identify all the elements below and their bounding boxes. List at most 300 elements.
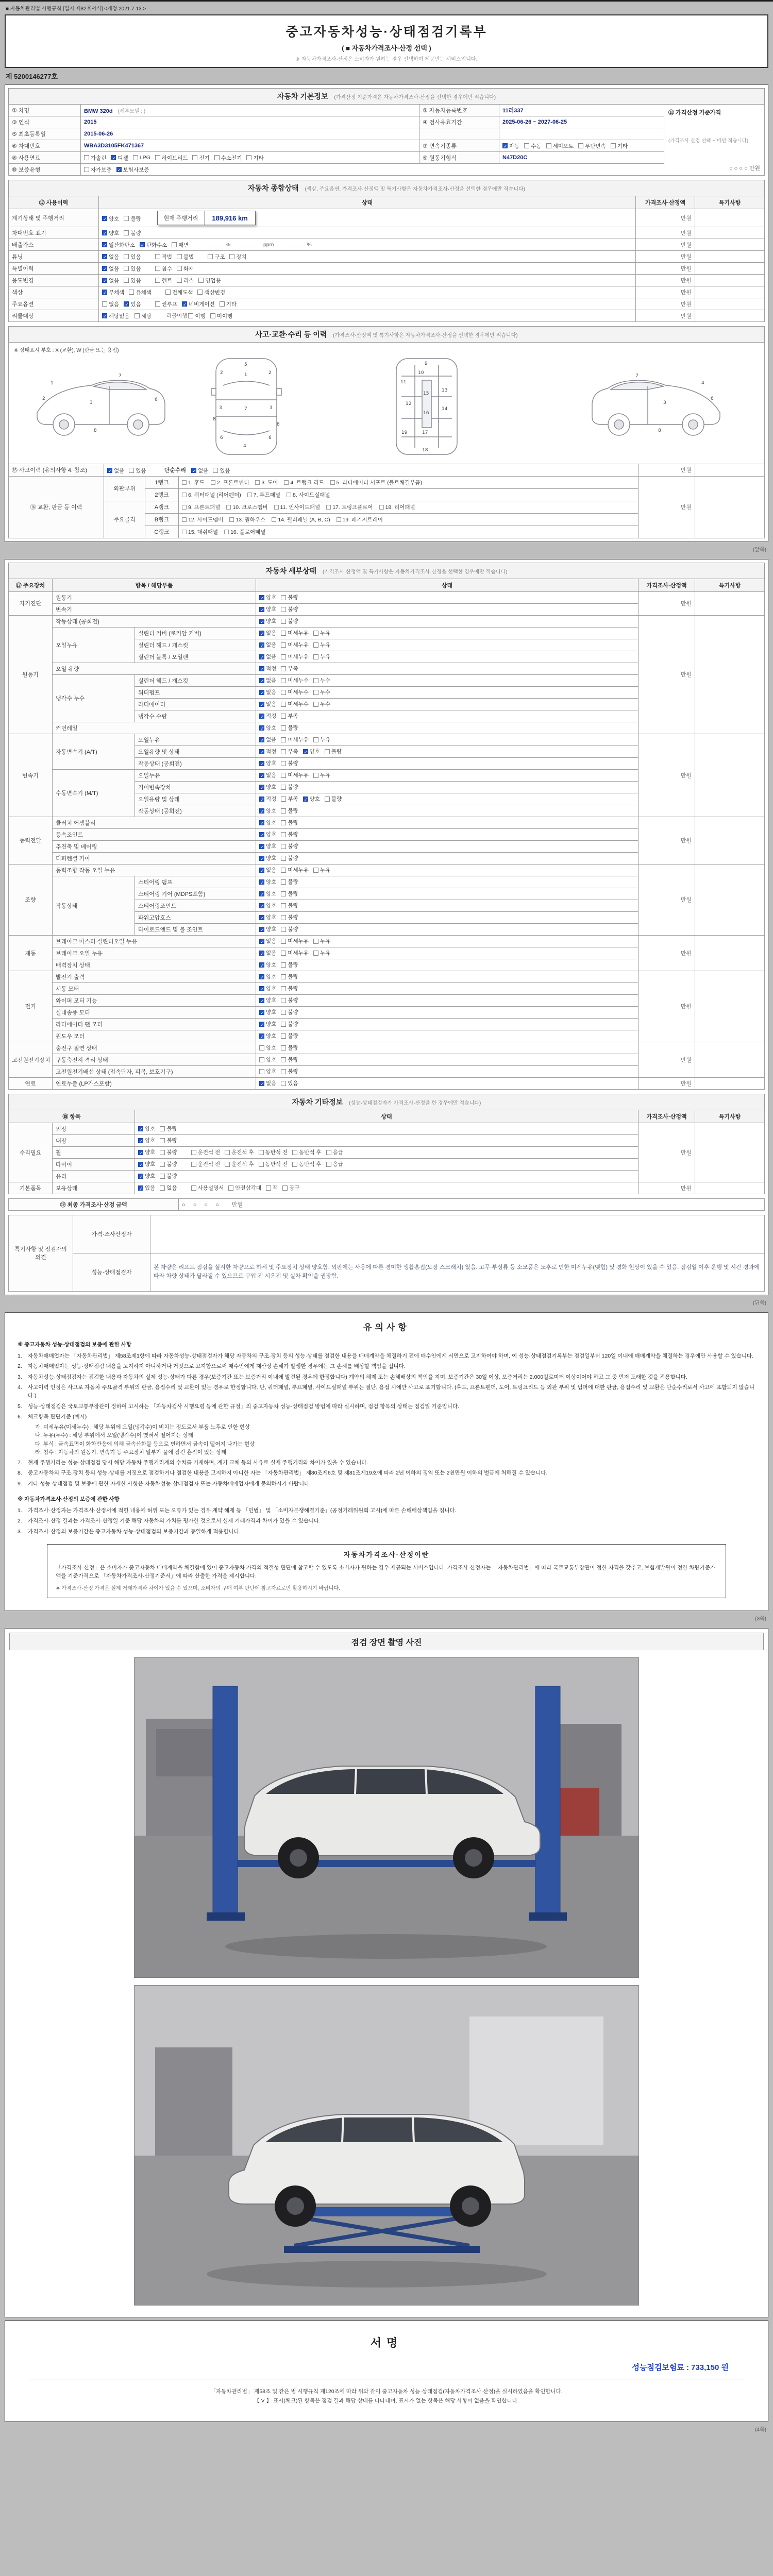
checkbox-적정[interactable] [259, 712, 276, 720]
checkbox-안전삼각대[interactable] [228, 1184, 261, 1192]
svg-text:8: 8 [213, 417, 216, 422]
checkbox-불량[interactable] [281, 819, 298, 826]
checkbox-적정[interactable] [259, 795, 276, 803]
checkbox-불량[interactable] [281, 783, 298, 791]
blank-field[interactable] [240, 241, 262, 246]
panel-item[interactable] [247, 491, 280, 499]
checkbox-색상변경[interactable] [197, 289, 225, 296]
checkbox-label: 있음 [130, 265, 141, 272]
checkbox-누유[interactable] [313, 866, 330, 874]
checkbox-box [281, 903, 286, 908]
checkbox-있음[interactable] [124, 277, 141, 284]
checkbox-없음[interactable] [259, 866, 276, 874]
svg-text:1: 1 [51, 381, 54, 386]
checkbox-없음[interactable] [259, 736, 276, 743]
checkbox-기타[interactable] [611, 142, 628, 150]
item-label: 발전기 출력 [53, 971, 256, 982]
checkbox-전체도색[interactable] [165, 289, 193, 296]
panel-item[interactable] [255, 479, 278, 486]
checkbox-양호[interactable] [259, 724, 276, 732]
checkbox-누유[interactable] [313, 736, 330, 743]
checkbox-label: 불량 [288, 606, 298, 613]
checkbox-양호[interactable] [138, 1172, 155, 1180]
panel-item-label: 5. 라디에이터 서포트 (볼트체결부품) [336, 479, 423, 486]
checkbox-적법[interactable] [155, 253, 172, 261]
checkbox-label: 불량 [288, 974, 298, 980]
checkbox-label: 양호 [266, 974, 277, 980]
checkbox-LPG[interactable] [133, 155, 150, 161]
checkbox-불량[interactable] [281, 996, 298, 1004]
item-label: 외장 [53, 1123, 135, 1134]
panel-item[interactable] [330, 479, 423, 486]
checkbox-양호[interactable] [259, 783, 276, 791]
checkbox-불량[interactable] [281, 759, 298, 767]
checkbox-누유[interactable] [313, 653, 330, 660]
checkbox-box [578, 143, 583, 148]
checkbox-box [259, 1022, 264, 1027]
checkbox-미세누유[interactable] [281, 866, 309, 874]
checkbox-label: 양호 [266, 595, 277, 601]
checkbox-label: 수동 [531, 143, 542, 149]
panel-item[interactable] [284, 479, 324, 486]
checkbox-불량[interactable] [281, 854, 298, 862]
checkbox-불량[interactable] [281, 973, 298, 980]
page-marker-fourth: (4쪽) [755, 2427, 766, 2433]
checkbox-네비게이션[interactable] [182, 300, 215, 308]
panel-item[interactable] [337, 516, 383, 523]
checkbox-불량[interactable] [160, 1137, 177, 1144]
checkbox-적정[interactable] [259, 748, 276, 755]
checkbox-label: 양호 [145, 1161, 156, 1168]
checkbox-label: 있음 [136, 467, 146, 474]
notice-subitem: 라. 침수 : 자동차의 원동기, 변속기 등 주요장치 일부가 물에 잠긴 흔적이 있는 상태 [35, 1449, 227, 1455]
checkbox-양호[interactable] [259, 759, 276, 767]
checkbox-불량[interactable] [281, 902, 298, 909]
checkbox-미세누수[interactable] [281, 676, 309, 684]
checkbox-양호[interactable] [303, 795, 320, 803]
checkbox-사용설명서[interactable] [191, 1184, 224, 1192]
checkbox-없음[interactable] [259, 771, 276, 779]
checkbox-label: 있음 [130, 301, 141, 308]
checkbox-box [281, 891, 286, 896]
checkbox-없음[interactable] [259, 653, 276, 660]
notice-item [18, 1517, 755, 1525]
checkbox-label: 불량 [166, 1173, 177, 1180]
checkbox-운전석 후[interactable] [225, 1148, 254, 1156]
checkbox-box [177, 254, 182, 259]
checkbox-불량[interactable] [281, 724, 298, 732]
checkbox-누유[interactable] [313, 641, 330, 649]
checkbox-box [177, 278, 182, 283]
panel-item[interactable] [182, 528, 218, 536]
checkbox-양호[interactable] [259, 807, 276, 815]
panel-item[interactable] [226, 503, 267, 511]
checkbox-label: 미세누유 [288, 737, 309, 743]
checkbox-불량[interactable] [124, 215, 141, 223]
checkbox-있음[interactable] [281, 1079, 298, 1087]
checkbox-label: 없음 [266, 772, 277, 779]
checkbox-label: 수소전기 [221, 155, 242, 161]
checkbox-불량[interactable] [281, 1032, 298, 1040]
subitem-label: 스티어링 펌프 [135, 876, 256, 888]
checkbox-없음[interactable] [259, 700, 276, 708]
checkbox-이행[interactable] [188, 312, 205, 320]
checkbox-양호[interactable] [259, 854, 276, 862]
checkbox-불량[interactable] [281, 1067, 298, 1075]
checkbox-장치[interactable] [229, 253, 246, 261]
checkbox-양호[interactable] [259, 973, 276, 980]
checkbox-미세누유[interactable] [281, 771, 309, 779]
checkbox-운전석 후[interactable] [225, 1160, 254, 1168]
checkbox-누유[interactable] [313, 937, 330, 945]
checkbox-양호[interactable] [259, 1067, 276, 1075]
checkbox-미세누유[interactable] [281, 736, 309, 743]
checkbox-없음[interactable] [259, 688, 276, 696]
checkbox-양호[interactable] [259, 961, 276, 969]
checkbox-해당[interactable] [135, 312, 152, 320]
checkbox-양호[interactable] [259, 878, 276, 886]
checkbox-미세누유[interactable] [281, 949, 309, 957]
checkbox-양호[interactable] [102, 215, 119, 223]
checkbox-누유[interactable] [313, 771, 330, 779]
checkbox-세미오토[interactable] [546, 142, 574, 150]
checkbox-있음[interactable] [124, 253, 141, 261]
checkbox-해당없음[interactable] [102, 312, 130, 320]
checkbox-미세누수[interactable] [281, 700, 309, 708]
checkbox-동반석 전[interactable] [259, 1160, 288, 1168]
checkbox-box [281, 927, 286, 932]
checkbox-수소전기[interactable] [214, 154, 242, 162]
checkbox-box [281, 974, 286, 979]
checkbox-양호[interactable] [259, 913, 276, 921]
checkbox-box [259, 856, 264, 861]
notice-item [18, 1469, 755, 1477]
checkbox-불량[interactable] [281, 878, 298, 886]
checkbox-box [326, 1150, 331, 1155]
checkbox-양호[interactable] [259, 1044, 276, 1052]
confirm-statement-1: 「자동차관리법」 제58조 및 같은 법 시행규칙 제120조에 따라 위와 같이 중고자동차 성능·상태점검(자동차가격조사·산정)을 실시하였음을 확인합니다. [210, 2388, 563, 2395]
panel-item[interactable] [182, 491, 241, 499]
checkbox-누수[interactable] [313, 700, 330, 708]
checkbox-없음[interactable] [102, 277, 119, 284]
checkbox-label: 기타 [253, 155, 264, 161]
row-state [256, 900, 638, 911]
checkbox-불량[interactable] [281, 1020, 298, 1028]
checkbox-디젤[interactable] [111, 154, 128, 162]
checkbox-동반석 후[interactable] [292, 1148, 322, 1156]
checkbox-있음[interactable] [124, 300, 141, 308]
checkbox-썬루프[interactable] [155, 300, 177, 308]
panel-item[interactable] [379, 503, 415, 511]
checkbox-없음[interactable] [259, 949, 276, 957]
checkbox-양호[interactable] [259, 996, 276, 1004]
car-name-label: ① 차명 [9, 105, 81, 116]
checkbox-자가보증[interactable] [84, 166, 112, 174]
checkbox-부족[interactable] [281, 795, 298, 803]
checkbox-불량[interactable] [281, 807, 298, 815]
notices-panel [5, 1312, 768, 1612]
panel-item[interactable] [182, 516, 223, 523]
checkbox-전기[interactable] [192, 154, 209, 162]
checkbox-불량[interactable] [160, 1160, 177, 1168]
checkbox-불량[interactable] [281, 1044, 298, 1052]
price-cell: 만원 [638, 817, 695, 864]
checkbox-불량[interactable] [160, 1148, 177, 1156]
checkbox-불법[interactable] [177, 253, 194, 261]
row-label: 계기상태 및 주행거리 [9, 209, 99, 227]
checkbox-누유[interactable] [313, 629, 330, 637]
checkbox-양호[interactable] [303, 748, 320, 755]
panel-item[interactable] [229, 516, 265, 523]
detail-row [9, 615, 765, 627]
checkbox-양호[interactable] [259, 831, 276, 838]
checkbox-누수[interactable] [313, 676, 330, 684]
checkbox-불량[interactable] [281, 913, 298, 921]
checkbox-미세누수[interactable] [281, 688, 309, 696]
overall-col-state: 상태 [99, 196, 636, 209]
checkbox-렌트[interactable] [155, 277, 172, 284]
checkbox-양호[interactable] [259, 925, 276, 933]
panel-item-label: 13. 휠하우스 [236, 516, 266, 523]
checkbox-응급[interactable] [326, 1160, 343, 1168]
subitem-label: 타이로드엔드 및 볼 조인트 [135, 923, 256, 935]
checkbox-양호[interactable] [259, 605, 276, 613]
checkbox-label: 장치 [236, 253, 247, 260]
checkbox-가솔린[interactable] [84, 154, 106, 162]
checkbox-응급[interactable] [326, 1148, 343, 1156]
checkbox-없음[interactable] [102, 300, 119, 308]
checkbox-구조[interactable] [208, 253, 225, 261]
checkbox-영업용[interactable] [198, 277, 221, 284]
checkbox-box [281, 702, 286, 707]
detail-row [9, 1077, 765, 1089]
panel-item[interactable] [182, 479, 205, 486]
price-cell: 만원 [636, 251, 695, 263]
checkbox-양호[interactable] [259, 842, 276, 850]
checkbox-불량[interactable] [281, 961, 298, 969]
row-state [256, 663, 638, 674]
checkbox-box [259, 1010, 264, 1015]
checkbox-미세누유[interactable] [281, 653, 309, 660]
checkbox-불량[interactable] [281, 842, 298, 850]
checkbox-양호[interactable] [138, 1125, 155, 1132]
checkbox-label: 불량 [288, 997, 298, 1004]
checkbox-box [84, 167, 89, 172]
row-label: 용도변경 [9, 275, 99, 286]
checkbox-보험사보증[interactable] [116, 166, 149, 174]
checkbox-불량[interactable] [281, 594, 298, 601]
checkbox-label: 적법 [161, 253, 172, 260]
subitem-label: 작동상태 (공회전) [135, 805, 256, 817]
checkbox-동반석 전[interactable] [259, 1148, 288, 1156]
price-notice-title: ※ 자동차가격조사·산정의 보증에 관한 사항 [18, 1496, 120, 1502]
checkbox-유채색[interactable] [129, 289, 151, 296]
checkbox-양호[interactable] [259, 890, 276, 897]
panel-item[interactable] [211, 479, 249, 486]
checkbox-불량[interactable] [325, 795, 342, 803]
accident-history-subtitle: (가격조사·산정액 및 특기사항은 자동차가격조사·산정을 선택한 경우에만 적습니다) [333, 333, 518, 338]
checkbox-양호[interactable] [259, 594, 276, 601]
checkbox-없음[interactable] [259, 676, 276, 684]
checkbox-양호[interactable] [138, 1137, 155, 1144]
panel-item[interactable] [326, 503, 373, 511]
checkbox-불량[interactable] [281, 617, 298, 625]
checkbox-부족[interactable] [281, 748, 298, 755]
checkbox-하이브리드[interactable] [155, 154, 188, 162]
checkbox-box [124, 278, 129, 283]
checkbox-잭[interactable] [266, 1184, 278, 1192]
checkbox-불량[interactable] [325, 748, 342, 755]
checkbox-불량[interactable] [281, 925, 298, 933]
checkbox-box [259, 642, 264, 648]
overall-row [9, 298, 765, 310]
checkbox-미세누유[interactable] [281, 641, 309, 649]
checkbox-운전석 전[interactable] [191, 1148, 221, 1156]
checkbox-label: 불량 [288, 855, 298, 862]
checkbox-미세누유[interactable] [281, 937, 309, 945]
checkbox-기타[interactable] [246, 154, 263, 162]
checkbox-있음[interactable] [129, 467, 146, 474]
checkbox-양호[interactable] [259, 1020, 276, 1028]
item-label: 클러치 어셈블리 [53, 817, 256, 828]
checkbox-없음[interactable] [259, 629, 276, 637]
panel-item[interactable] [224, 528, 265, 536]
checkbox-수동[interactable] [524, 142, 541, 150]
engine-type-value: N47D20C [499, 152, 664, 164]
checkbox-box [259, 939, 264, 944]
checkbox-미세누유[interactable] [281, 629, 309, 637]
frame-panel-label: 주요골격 [104, 501, 145, 538]
checkbox-불량[interactable] [124, 229, 141, 237]
checkbox-label: 미세누수 [288, 689, 309, 696]
checkbox-label: 양호 [266, 820, 277, 826]
checkbox-양호[interactable] [259, 819, 276, 826]
row-state [256, 923, 638, 935]
price-definition-footnote: ※ 가격조사·산정 가격은 실제 거래가격과 차이가 있을 수 있으며, 소비자의 구매 여부 판단에 참고자료로만 활용하시기 바랍니다. [56, 1585, 340, 1591]
checkbox-공구[interactable] [282, 1184, 299, 1192]
panel-item[interactable] [272, 516, 330, 523]
base-price-cell [664, 105, 765, 176]
checkbox-box [259, 832, 264, 837]
panel-item-checkbox [229, 517, 234, 522]
checkbox-없음[interactable] [259, 641, 276, 649]
checkbox-box [116, 167, 122, 172]
checkbox-양호[interactable] [259, 1032, 276, 1040]
checkbox-label: 양호 [266, 808, 277, 815]
warranty-type-label: ⑩ 보증유형 [9, 164, 81, 176]
row-state [256, 639, 638, 651]
checkbox-box [281, 998, 286, 1003]
checkbox-양호[interactable] [259, 985, 276, 992]
checkbox-양호[interactable] [138, 1160, 155, 1168]
item-label: 휠 [53, 1146, 135, 1158]
checkbox-침수[interactable] [155, 265, 172, 273]
checkbox-미이행[interactable] [210, 312, 232, 320]
checkbox-없음[interactable] [102, 265, 119, 273]
checkbox-있음[interactable] [213, 467, 230, 474]
checkbox-불량[interactable] [160, 1172, 177, 1180]
checkbox-무채색[interactable] [102, 289, 124, 296]
checkbox-없음[interactable] [102, 253, 119, 261]
price-cell: 만원 [638, 464, 695, 477]
checkbox-기타[interactable] [220, 300, 237, 308]
checkbox-label: 부족 [288, 749, 298, 755]
checkbox-없음[interactable] [191, 467, 208, 474]
rank-label: A랭크 [145, 501, 179, 513]
row-label: 차대번호 표기 [9, 227, 99, 239]
checkbox-불량[interactable] [281, 831, 298, 838]
checkbox-label: 없음 [266, 677, 277, 684]
checkbox-box [102, 266, 107, 271]
checkbox-label: 매연 [178, 242, 189, 248]
checkbox-label: 누유 [320, 950, 331, 957]
checkbox-label: 불량 [288, 618, 298, 625]
checkbox-불량[interactable] [281, 890, 298, 897]
checkbox-누수[interactable] [313, 688, 330, 696]
checkbox-탄화수소[interactable] [140, 241, 167, 249]
checkbox-있음[interactable] [138, 1184, 155, 1192]
checkbox-있음[interactable] [124, 265, 141, 273]
checkbox-동반석 후[interactable] [292, 1160, 322, 1168]
checkbox-부족[interactable] [281, 665, 298, 672]
row-state [256, 852, 638, 864]
checkbox-label: 있음 [288, 1080, 298, 1087]
checkbox-없음[interactable] [259, 937, 276, 945]
notice-number: 1. [18, 1507, 22, 1514]
checkbox-불량[interactable] [160, 1125, 177, 1132]
checkbox-리스[interactable] [177, 277, 194, 284]
checkbox-label: 양호 [266, 855, 277, 862]
checkbox-없음[interactable] [107, 467, 124, 474]
panel-item[interactable] [274, 503, 321, 511]
price-cell: 만원 [636, 310, 695, 322]
checkbox-화재[interactable] [177, 265, 194, 273]
panel-item[interactable] [287, 491, 330, 499]
checkbox-불량[interactable] [281, 1056, 298, 1063]
checkbox-양호[interactable] [138, 1148, 155, 1156]
blank-field[interactable] [202, 241, 225, 246]
row-state [135, 1158, 638, 1170]
checkbox-부족[interactable] [281, 712, 298, 720]
checkbox-없음[interactable] [259, 1079, 276, 1087]
panel-item[interactable] [182, 503, 220, 511]
checkbox-없음[interactable] [160, 1184, 177, 1192]
checkbox-양호[interactable] [259, 1056, 276, 1063]
checkbox-box [259, 903, 264, 908]
price-cell: 만원 [638, 734, 695, 817]
checkbox-누유[interactable] [313, 949, 330, 957]
checkbox-운전석 전[interactable] [191, 1160, 221, 1168]
checkbox-매연[interactable] [172, 241, 189, 249]
checkbox-일산화탄소[interactable] [102, 241, 135, 249]
blank-field[interactable] [283, 241, 306, 246]
checkbox-양호[interactable] [259, 902, 276, 909]
checkbox-label: 미세누수 [288, 701, 309, 708]
overall-row [9, 286, 765, 298]
checkbox-양호[interactable] [102, 229, 119, 237]
checkbox-불량[interactable] [281, 605, 298, 613]
checkbox-자동[interactable] [502, 142, 519, 150]
checkbox-적정[interactable] [259, 665, 276, 672]
checkbox-양호[interactable] [259, 1008, 276, 1016]
checkbox-불량[interactable] [281, 985, 298, 992]
checkbox-box [326, 1162, 331, 1167]
checkbox-label: 불량 [288, 760, 298, 767]
checkbox-불량[interactable] [281, 1008, 298, 1016]
checkbox-무단변속[interactable] [578, 142, 606, 150]
checkbox-양호[interactable] [259, 617, 276, 625]
diagram-legend: ※ 상태표시 부호 : X (교환), W (판금 또는 용접) [14, 348, 119, 353]
